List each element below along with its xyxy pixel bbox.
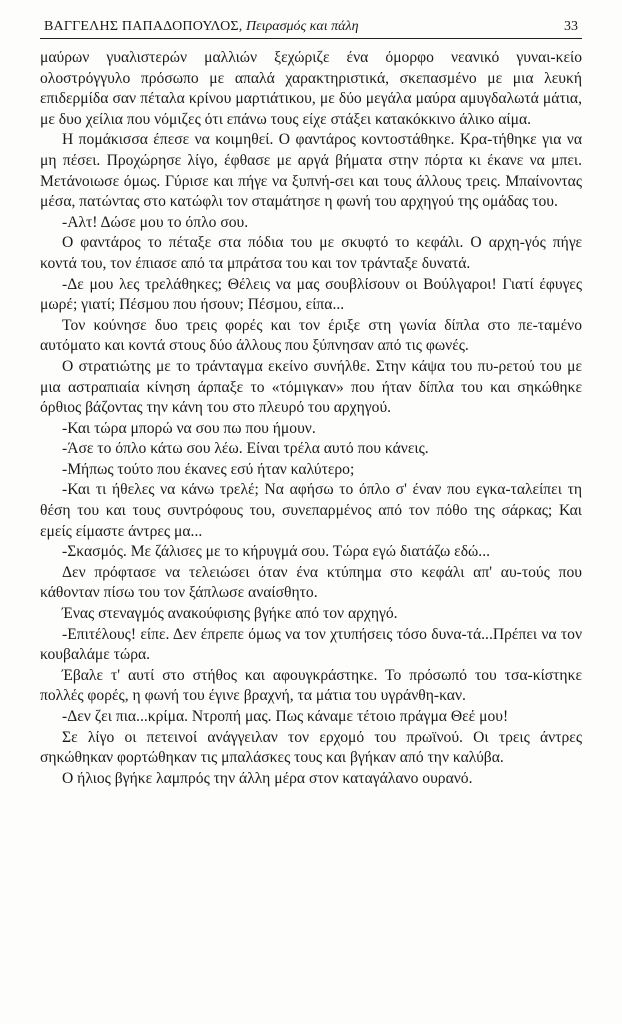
- paragraph: Τον κούνησε δυο τρεις φορές και τον έριξε στη γωνία δίπλα στο πε-ταμένο αυτόματο και κοντά στους δύο άλλους που ξύπνησαν από τις φωνές.: [40, 316, 582, 355]
- paragraph: -Αλτ! Δώσε μου το όπλο σου.: [62, 213, 249, 231]
- paragraph: -Δε μου λες τρελάθηκες; Θέλεις να μας σουβλίσουν οι Βούλγαροι! Γιατί έφυγες μωρέ; γιατί; Πέσμου που ήσουν; Πέσμου, είπα...: [40, 275, 582, 314]
- paragraph: μαύρων γυαλιστερών μαλλιών ξεχώριζε ένα όμορφο νεανικό γυναι-κείο ολοστρόγγυλο πρόσωπο με απαλά χαρακτηριστικά, σκεπασμένο με μια λευκή επιδερμίδα σαν πέταλα κρίνου μαρτιάτικου, με δύο μεγάλα μαύρα αμυγδαλωτά μάτια, με δυο χείλια που νόμιζες ότι επάνω τους είχε στάξει κατακόκκινο άλικο αίμα.: [40, 49, 582, 128]
- header-author: ΒΑΓΓΕΛΗΣ ΠΑΠΑΔΟΠΟΥΛΟΣ,: [44, 19, 243, 34]
- paragraph: -Και τι ήθελες να κάνω τρελέ; Να αφήσω το όπλο σ' έναν που εγκα-ταλείπει τη θέση του και τους συντρόφους του, συνεπαρμένος από τον πόθο της σάρκας; Και εμείς είμαστε άντρες μα...: [40, 481, 582, 540]
- paragraph: Ο στρατιώτης με το τράνταγμα εκείνο συνήλθε. Στην κάψα του πυ-ρετού του με μια αστραπιαία κίνηση άρπαξε το «τόμιγκαν» που ήταν δίπλα του και σηκώθηκε όρθιος βάζοντας την κάνη του στο πλευρό του αρχηγού.: [40, 357, 582, 417]
- header-book-title: Πειρασμός και πάλη: [245, 19, 359, 34]
- body-text: [40, 48, 582, 789]
- paragraph: -Μήπως τούτο που έκανες εσύ ήταν καλύτερο;: [62, 460, 355, 478]
- header-left: [44, 18, 359, 36]
- paragraph: Η πομάκισσα έπεσε να κοιμηθεί. Ο φαντάρος κοντοστάθηκε. Κρα-τήθηκε για να μη πέσει. Προχώρησε λίγο, έφθασε με αργά βήματα στην πόρτα κι έκανε να μπει. Μετάνοιωσε όμως. Γύρισε και πήγε να ξυπνή-σει και τους άλλους τρεις. Μπαίνοντας μέσα, πατώντας στο κατώφλι τον σταμάτησε η φωνή του αρχηγού της ομάδας του.: [40, 131, 582, 211]
- paragraph: Ένας στεναγμός ανακούφισης βγήκε από τον αρχηγό.: [62, 605, 398, 623]
- paragraph: -Επιτέλους! είπε. Δεν έπρεπε όμως να τον χτυπήσεις τόσο δυνα-τά...Πρέπει να τον κουβαλάμε τώρα.: [40, 625, 582, 664]
- paragraph: Ο ήλιος βγήκε λαμπρός την άλλη μέρα στον καταγάλανο ουρανό.: [62, 769, 473, 787]
- paragraph: Δεν πρόφτασε να τελειώσει όταν ένα κτύπημα στο κεφάλι απ' αυ-τούς που κάθονταν πίσω του τον ξάπλωσε αναίσθητο.: [40, 563, 582, 602]
- paragraph: Έβαλε τ' αυτί στο στήθος και αφουγκράστηκε. Το πρόσωπό του τσα-κίστηκε πολλές φορές, η φωνή του έγινε βραχνή, τα μάτια του υγράνθη-καν.: [40, 666, 582, 705]
- paragraph: -Σκασμός. Με ζάλισες με το κήρυγμά σου. Τώρα εγώ διατάζω εδώ...: [62, 543, 491, 561]
- page-number: 33: [564, 19, 578, 34]
- paragraph: -Δεν ζει πια...κρίμα. Ντροπή μας. Πως κάναμε τέτοιο πράγμα Θεέ μου!: [62, 708, 509, 725]
- paragraph: -Και τώρα μπορώ να σου πω που ήμουν.: [62, 419, 316, 437]
- running-header: [40, 18, 582, 39]
- paragraph: Σε λίγο οι πετεινοί ανάγγειλαν τον ερχομό του πρωϊνού. Οι τρεις άντρες σηκώθηκαν φορτώθηκαν τις μπαλάσκες τους και βγήκαν από την καλύβα.: [40, 728, 582, 767]
- paragraph: Ο φαντάρος το πέταξε στα πόδια του με σκυφτό το κεφάλι. Ο αρχη-γός πήγε κοντά του, τον έπιασε από τα μπράτσα του και τον τράνταξε δυνατά.: [40, 234, 582, 272]
- paragraph: -Άσε το όπλο κάτω σου λέω. Είναι τρέλα αυτό που κάνεις.: [62, 440, 429, 458]
